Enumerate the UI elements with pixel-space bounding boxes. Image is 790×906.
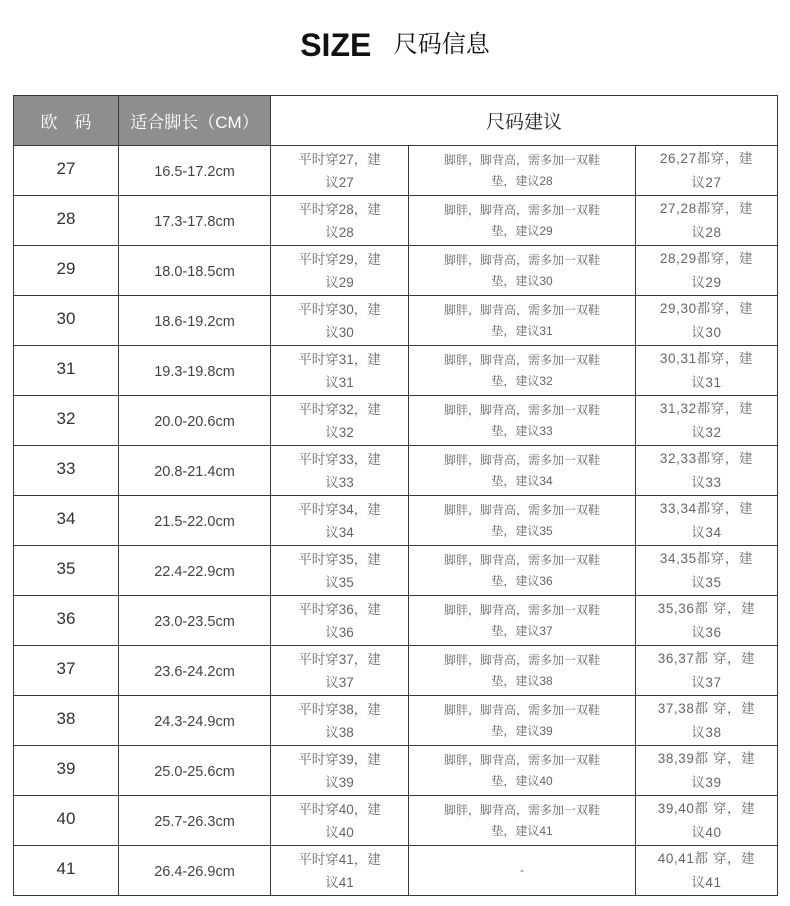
- advice-wide-foot-cell: 脚胖，脚背高，需多加一双鞋 垫，建议41: [409, 796, 636, 846]
- foot-length-cell: 19.3-19.8cm: [119, 346, 271, 396]
- advice-normal-cell: 平时穿40，建 议40: [271, 796, 409, 846]
- page-title: [0, 27, 790, 63]
- advice-both-sizes-cell: 30,31都穿，建 议31: [636, 346, 778, 396]
- advice-wide-foot-cell: 脚胖，脚背高，需多加一双鞋 垫，建议33: [409, 396, 636, 446]
- foot-length-cell: 24.3-24.9cm: [119, 696, 271, 746]
- foot-length-cell: 25.0-25.6cm: [119, 746, 271, 796]
- size-cell: 35: [14, 546, 119, 596]
- advice-both-sizes-cell: 35,36都 穿，建 议36: [636, 596, 778, 646]
- advice-wide-foot-cell: 脚胖，脚背高，需多加一双鞋 垫，建议30: [409, 246, 636, 296]
- size-cell: 39: [14, 746, 119, 796]
- foot-length-cell: 20.8-21.4cm: [119, 446, 271, 496]
- header-eu-size: 欧 码: [14, 96, 119, 146]
- size-cell: 28: [14, 196, 119, 246]
- advice-wide-foot-cell: 脚胖，脚背高，需多加一双鞋 垫，建议37: [409, 596, 636, 646]
- advice-both-sizes-cell: 27,28都穿，建 议28: [636, 196, 778, 246]
- advice-both-sizes-cell: 33,34都穿，建 议34: [636, 496, 778, 546]
- advice-normal-cell: 平时穿41，建 议41: [271, 846, 409, 896]
- advice-wide-foot-cell: 脚胖，脚背高，需多加一双鞋 垫，建议31: [409, 296, 636, 346]
- size-cell: 27: [14, 146, 119, 196]
- advice-wide-foot-cell: 脚胖，脚背高，需多加一双鞋 垫，建议34: [409, 446, 636, 496]
- foot-length-cell: 26.4-26.9cm: [119, 846, 271, 896]
- size-cell: 41: [14, 846, 119, 896]
- table-row: [14, 446, 778, 496]
- advice-wide-foot-cell: 脚胖，脚背高，需多加一双鞋 垫，建议29: [409, 196, 636, 246]
- table-row: [14, 296, 778, 346]
- advice-wide-foot-cell: 脚胖，脚背高，需多加一双鞋 垫，建议35: [409, 496, 636, 546]
- header-foot-length: 适合脚长（CM）: [119, 96, 271, 146]
- foot-length-cell: 17.3-17.8cm: [119, 196, 271, 246]
- foot-length-cell: 23.6-24.2cm: [119, 646, 271, 696]
- foot-length-cell: 16.5-17.2cm: [119, 146, 271, 196]
- size-cell: 31: [14, 346, 119, 396]
- advice-both-sizes-cell: 28,29都穿，建 议29: [636, 246, 778, 296]
- table-row: [14, 196, 778, 246]
- foot-length-cell: 20.0-20.6cm: [119, 396, 271, 446]
- table-row: [14, 746, 778, 796]
- size-cell: 33: [14, 446, 119, 496]
- advice-wide-foot-cell: -: [409, 846, 636, 896]
- advice-both-sizes-cell: 39,40都 穿，建 议40: [636, 796, 778, 846]
- advice-both-sizes-cell: 38,39都 穿，建 议39: [636, 746, 778, 796]
- size-chart-table: [13, 95, 778, 896]
- foot-length-cell: 25.7-26.3cm: [119, 796, 271, 846]
- advice-wide-foot-cell: 脚胖，脚背高，需多加一双鞋 垫，建议40: [409, 746, 636, 796]
- advice-normal-cell: 平时穿34，建 议34: [271, 496, 409, 546]
- advice-both-sizes-cell: 29,30都穿，建 议30: [636, 296, 778, 346]
- size-cell: 37: [14, 646, 119, 696]
- table-row: [14, 346, 778, 396]
- advice-normal-cell: 平时穿37，建 议37: [271, 646, 409, 696]
- size-cell: 40: [14, 796, 119, 846]
- advice-wide-foot-cell: 脚胖，脚背高，需多加一双鞋 垫，建议38: [409, 646, 636, 696]
- title-chinese: 尺码信息: [393, 31, 490, 58]
- foot-length-cell: 18.6-19.2cm: [119, 296, 271, 346]
- table-row: [14, 846, 778, 896]
- table-header-row: [14, 96, 778, 146]
- table-row: [14, 696, 778, 746]
- table-row: [14, 146, 778, 196]
- header-size-advice: 尺码建议: [271, 96, 778, 146]
- advice-normal-cell: 平时穿38，建 议38: [271, 696, 409, 746]
- advice-normal-cell: 平时穿33，建 议33: [271, 446, 409, 496]
- foot-length-cell: 21.5-22.0cm: [119, 496, 271, 546]
- table-row: [14, 646, 778, 696]
- table-row: [14, 496, 778, 546]
- advice-both-sizes-cell: 34,35都穿，建 议35: [636, 546, 778, 596]
- advice-wide-foot-cell: 脚胖，脚背高，需多加一双鞋 垫，建议32: [409, 346, 636, 396]
- table-row: [14, 596, 778, 646]
- advice-both-sizes-cell: 40,41都 穿，建 议41: [636, 846, 778, 896]
- advice-normal-cell: 平时穿39，建 议39: [271, 746, 409, 796]
- advice-normal-cell: 平时穿36，建 议36: [271, 596, 409, 646]
- advice-normal-cell: 平时穿28，建 议28: [271, 196, 409, 246]
- advice-normal-cell: 平时穿29，建 议29: [271, 246, 409, 296]
- advice-both-sizes-cell: 36,37都 穿，建 议37: [636, 646, 778, 696]
- advice-normal-cell: 平时穿35，建 议35: [271, 546, 409, 596]
- advice-normal-cell: 平时穿32，建 议32: [271, 396, 409, 446]
- foot-length-cell: 23.0-23.5cm: [119, 596, 271, 646]
- size-cell: 34: [14, 496, 119, 546]
- foot-length-cell: 22.4-22.9cm: [119, 546, 271, 596]
- size-cell: 32: [14, 396, 119, 446]
- advice-normal-cell: 平时穿27，建 议27: [271, 146, 409, 196]
- size-cell: 30: [14, 296, 119, 346]
- advice-both-sizes-cell: 32,33都穿，建 议33: [636, 446, 778, 496]
- table-row: [14, 546, 778, 596]
- size-cell: 38: [14, 696, 119, 746]
- advice-normal-cell: 平时穿30，建 议30: [271, 296, 409, 346]
- size-cell: 29: [14, 246, 119, 296]
- advice-wide-foot-cell: 脚胖，脚背高，需多加一双鞋 垫，建议39: [409, 696, 636, 746]
- advice-both-sizes-cell: 26,27都穿，建 议27: [636, 146, 778, 196]
- table-row: [14, 396, 778, 446]
- advice-both-sizes-cell: 37,38都 穿，建 议38: [636, 696, 778, 746]
- table-row: [14, 246, 778, 296]
- advice-wide-foot-cell: 脚胖，脚背高，需多加一双鞋 垫，建议28: [409, 146, 636, 196]
- foot-length-cell: 18.0-18.5cm: [119, 246, 271, 296]
- advice-both-sizes-cell: 31,32都穿，建 议32: [636, 396, 778, 446]
- advice-wide-foot-cell: 脚胖，脚背高，需多加一双鞋 垫，建议36: [409, 546, 636, 596]
- advice-normal-cell: 平时穿31，建 议31: [271, 346, 409, 396]
- table-row: [14, 796, 778, 846]
- size-cell: 36: [14, 596, 119, 646]
- title-english: SIZE: [300, 27, 372, 63]
